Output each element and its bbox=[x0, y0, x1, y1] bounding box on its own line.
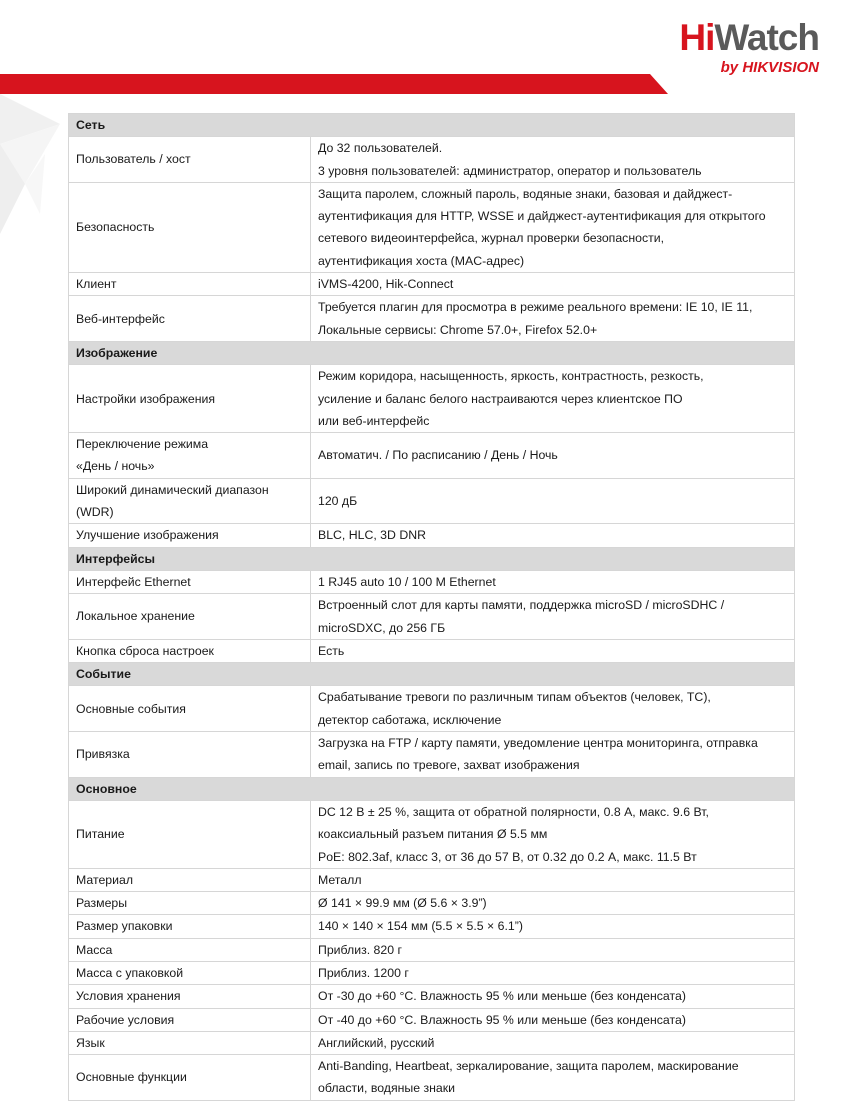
spec-value-line: сетевого видеоинтерфейса, журнал проверки безопасности, bbox=[318, 231, 665, 246]
spec-row bbox=[69, 732, 795, 778]
spec-value-cell bbox=[311, 182, 795, 272]
spec-label-cell bbox=[69, 1031, 311, 1054]
section-title: Изображение bbox=[69, 341, 795, 364]
spec-value-line: PoE: 802.3af, класс 3, от 36 до 57 В, от 0.32 до 0.2 А, макс. 11.5 Вт bbox=[318, 849, 697, 864]
spec-value-line: Приблиз. 820 г bbox=[318, 942, 402, 957]
spec-value-line: аутентификация для HTTP, WSSE и дайджест-аутентификация для открытого bbox=[318, 209, 766, 224]
spec-label: Веб-интерфейс bbox=[76, 311, 165, 326]
spec-label-cell bbox=[69, 365, 311, 433]
spec-value-line: Приблиз. 1200 г bbox=[318, 965, 409, 980]
spec-value-line: 3 уровня пользователей: администратор, оператор и пользователь bbox=[318, 163, 702, 178]
spec-row bbox=[69, 639, 795, 662]
spec-label-cell bbox=[69, 800, 311, 868]
spec-value-line: Режим коридора, насыщенность, яркость, контрастность, резкость, bbox=[318, 369, 704, 384]
spec-label: Настройки изображения bbox=[76, 391, 216, 406]
spec-value-cell bbox=[311, 433, 795, 479]
spec-value-cell bbox=[311, 985, 795, 1008]
spec-value-cell bbox=[311, 868, 795, 891]
spec-value-line: Защита паролем, сложный пароль, водяные знаки, базовая и дайджест- bbox=[318, 186, 733, 201]
spec-value-line: Встроенный слот для карты памяти, поддержка microSD / microSDHC / bbox=[318, 598, 725, 613]
hiwatch-logo bbox=[679, 18, 819, 77]
spec-label-cell bbox=[69, 296, 311, 342]
spec-value-line: Anti-Banding, Heartbeat, зеркалирование, защита паролем, маскирование bbox=[318, 1059, 739, 1074]
spec-value-line: Ø 141 × 99.9 мм (Ø 5.6 × 3.9”) bbox=[318, 896, 487, 911]
spec-value-line: коаксиальный разъем питания Ø 5.5 мм bbox=[318, 827, 548, 842]
spec-value-line: BLC, HLC, 3D DNR bbox=[318, 528, 426, 543]
spec-label: Интерфейс Ethernet bbox=[76, 574, 191, 589]
background-triangles-decoration bbox=[0, 94, 70, 274]
spec-value-cell bbox=[311, 1008, 795, 1031]
spec-label-cell bbox=[69, 732, 311, 778]
spec-row bbox=[69, 892, 795, 915]
spec-label-cell bbox=[69, 961, 311, 984]
spec-row bbox=[69, 985, 795, 1008]
header-red-bar bbox=[0, 74, 668, 94]
spec-row bbox=[69, 961, 795, 984]
spec-value-line: области, водяные знаки bbox=[318, 1081, 456, 1096]
spec-value-cell bbox=[311, 478, 795, 524]
spec-row bbox=[69, 182, 795, 272]
spec-label-cell bbox=[69, 938, 311, 961]
spec-value-line: До 32 пользователей. bbox=[318, 141, 443, 156]
spec-label: Масса bbox=[76, 942, 113, 957]
spec-label-cell bbox=[69, 639, 311, 662]
spec-row bbox=[69, 365, 795, 433]
spec-value-cell bbox=[311, 892, 795, 915]
spec-label-cell bbox=[69, 594, 311, 640]
spec-value-line: Локальные сервисы: Chrome 57.0+, Firefox 52.0+ bbox=[318, 322, 598, 337]
spec-label: Питание bbox=[76, 827, 125, 842]
spec-label-cell bbox=[69, 686, 311, 732]
spec-value-cell bbox=[311, 365, 795, 433]
section-header-row bbox=[69, 547, 795, 570]
spec-label: Привязка bbox=[76, 747, 130, 762]
spec-label-cell bbox=[69, 524, 311, 547]
spec-value-cell bbox=[311, 1055, 795, 1101]
spec-label-cell bbox=[69, 137, 311, 183]
spec-label: Размеры bbox=[76, 896, 128, 911]
spec-label: Основные события bbox=[76, 701, 186, 716]
logo-byline: by HIKVISION bbox=[720, 59, 819, 76]
spec-label: Безопасность bbox=[76, 220, 155, 235]
spec-label: Кнопка сброса настроек bbox=[76, 643, 214, 658]
section-header-row bbox=[69, 663, 795, 686]
specification-table-body bbox=[69, 114, 795, 1101]
spec-label: «День / ночь» bbox=[76, 459, 155, 474]
spec-value-line: DC 12 В ± 25 %, защита от обратной полярности, 0.8 А, макс. 9.6 Вт, bbox=[318, 804, 709, 819]
spec-label: Материал bbox=[76, 872, 134, 887]
spec-value-cell bbox=[311, 524, 795, 547]
spec-label: Клиент bbox=[76, 277, 117, 292]
spec-value-cell bbox=[311, 639, 795, 662]
spec-value-line: детектор саботажа, исключение bbox=[318, 712, 502, 727]
spec-value-line: 1 RJ45 auto 10 / 100 M Ethernet bbox=[318, 574, 496, 589]
spec-value-cell bbox=[311, 732, 795, 778]
section-title: Событие bbox=[69, 663, 795, 686]
spec-value-line: От -40 до +60 °C. Влажность 95 % или меньше (без конденсата) bbox=[318, 1012, 686, 1027]
spec-label-cell bbox=[69, 433, 311, 479]
spec-label-cell bbox=[69, 915, 311, 938]
spec-value-line: Загрузка на FTP / карту памяти, уведомление центра мониторинга, отправка bbox=[318, 736, 758, 751]
spec-label: Язык bbox=[76, 1035, 105, 1050]
spec-row bbox=[69, 570, 795, 593]
spec-label: Условия хранения bbox=[76, 989, 181, 1004]
section-title: Основное bbox=[69, 777, 795, 800]
spec-label: Улучшение изображения bbox=[76, 528, 219, 543]
logo-wordmark bbox=[679, 18, 819, 58]
spec-row bbox=[69, 296, 795, 342]
spec-label: Рабочие условия bbox=[76, 1012, 175, 1027]
spec-value-line: microSDXC, до 256 ГБ bbox=[318, 620, 446, 635]
logo-hi: Hi bbox=[679, 17, 715, 58]
logo-watch: Watch bbox=[714, 17, 819, 58]
spec-label-cell bbox=[69, 273, 311, 296]
spec-row bbox=[69, 273, 795, 296]
spec-value-line: 120 дБ bbox=[318, 493, 358, 508]
spec-value-line: Автоматич. / По расписанию / День / Ночь bbox=[318, 448, 558, 463]
spec-value-cell bbox=[311, 915, 795, 938]
spec-row bbox=[69, 433, 795, 479]
spec-label: Переключение режима bbox=[76, 437, 209, 452]
section-title: Сеть bbox=[69, 114, 795, 137]
spec-row bbox=[69, 1008, 795, 1031]
spec-label-cell bbox=[69, 868, 311, 891]
spec-value-cell bbox=[311, 594, 795, 640]
spec-label: Масса с упаковкой bbox=[76, 965, 184, 980]
spec-row bbox=[69, 686, 795, 732]
spec-label-cell bbox=[69, 1008, 311, 1031]
spec-value-line: аутентификация хоста (MAC-адрес) bbox=[318, 253, 525, 268]
spec-value-line: Есть bbox=[318, 643, 345, 658]
spec-value-cell bbox=[311, 296, 795, 342]
spec-row bbox=[69, 594, 795, 640]
spec-label-cell bbox=[69, 182, 311, 272]
spec-row bbox=[69, 915, 795, 938]
spec-value-line: От -30 до +60 °C. Влажность 95 % или меньше (без конденсата) bbox=[318, 989, 686, 1004]
spec-row bbox=[69, 938, 795, 961]
section-header-row bbox=[69, 777, 795, 800]
spec-label-cell bbox=[69, 892, 311, 915]
spec-value-cell bbox=[311, 938, 795, 961]
spec-value-line: 140 × 140 × 154 мм (5.5 × 5.5 × 6.1”) bbox=[318, 919, 523, 934]
spec-row bbox=[69, 524, 795, 547]
spec-value-cell bbox=[311, 570, 795, 593]
spec-value-line: усиление и баланс белого настраиваются через клиентское ПО bbox=[318, 391, 683, 406]
spec-value-line: Английский, русский bbox=[318, 1035, 435, 1050]
spec-value-cell bbox=[311, 137, 795, 183]
spec-value-line: Металл bbox=[318, 872, 362, 887]
spec-label: Пользователь / хост bbox=[76, 152, 191, 167]
spec-row bbox=[69, 137, 795, 183]
spec-value-cell bbox=[311, 686, 795, 732]
spec-row bbox=[69, 868, 795, 891]
spec-label-cell bbox=[69, 1055, 311, 1101]
section-header-row bbox=[69, 341, 795, 364]
spec-value-line: или веб-интерфейс bbox=[318, 413, 430, 428]
spec-label: Основные функции bbox=[76, 1070, 187, 1085]
spec-label-cell bbox=[69, 570, 311, 593]
spec-value-line: Требуется плагин для просмотра в режиме реального времени: IE 10, IE 11, bbox=[318, 300, 753, 315]
spec-value-line: iVMS-4200, Hik-Connect bbox=[318, 277, 454, 292]
spec-label: Размер упаковки bbox=[76, 919, 173, 934]
specification-table bbox=[68, 113, 795, 1101]
section-header-row bbox=[69, 114, 795, 137]
spec-value-cell bbox=[311, 273, 795, 296]
spec-label-cell bbox=[69, 985, 311, 1008]
spec-label-cell bbox=[69, 478, 311, 524]
spec-row bbox=[69, 478, 795, 524]
spec-value-line: Срабатывание тревоги по различным типам объектов (человек, ТС), bbox=[318, 690, 711, 705]
spec-value-cell bbox=[311, 800, 795, 868]
spec-value-cell bbox=[311, 1031, 795, 1054]
spec-label: Широкий динамический диапазон bbox=[76, 482, 269, 497]
spec-row bbox=[69, 1031, 795, 1054]
spec-row bbox=[69, 800, 795, 868]
spec-row bbox=[69, 1055, 795, 1101]
spec-value-cell bbox=[311, 961, 795, 984]
section-title: Интерфейсы bbox=[69, 547, 795, 570]
spec-label: Локальное хранение bbox=[76, 609, 195, 624]
spec-value-line: email, запись по тревоге, захват изображения bbox=[318, 758, 580, 773]
spec-label: (WDR) bbox=[76, 505, 114, 520]
